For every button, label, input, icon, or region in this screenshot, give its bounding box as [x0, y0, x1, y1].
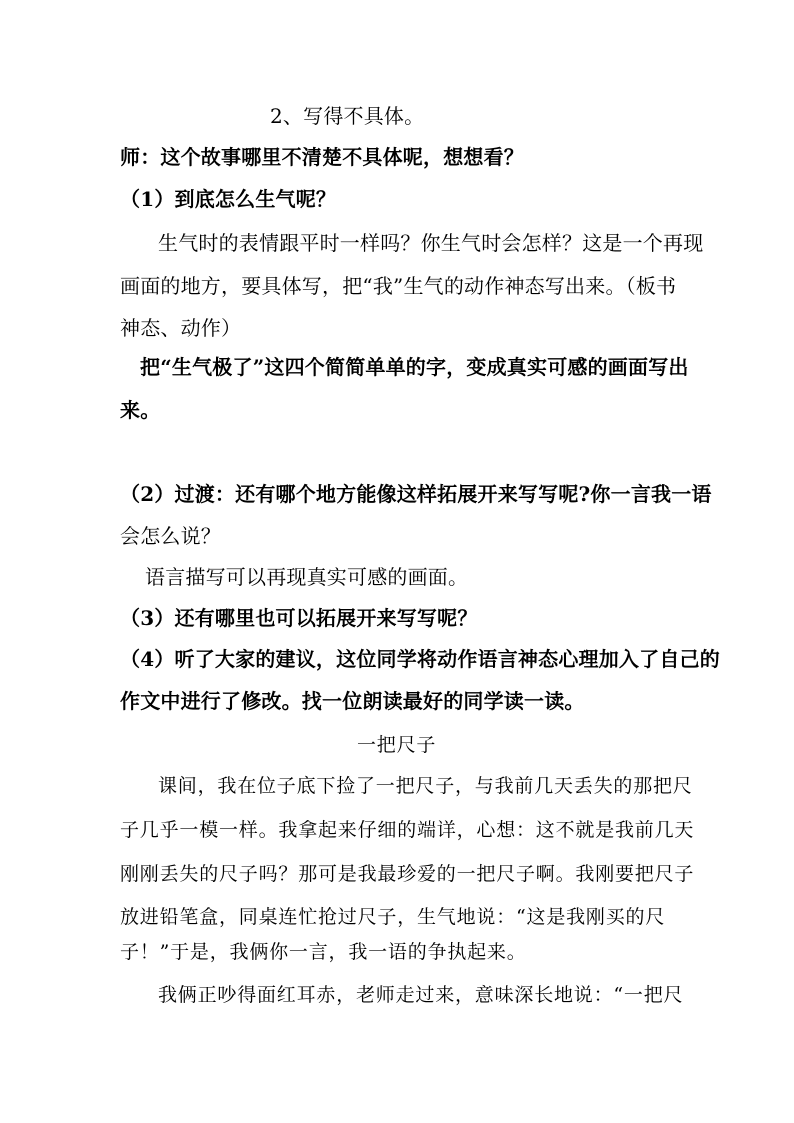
story-line: 课间，我在位子底下捡了一把尺子，与我前几天丢失的那把尺: [158, 775, 693, 797]
point-4-continuation: 作文中进行了修改。找一位朗读最好的同学读一读。: [120, 689, 585, 713]
bold-paragraph-line: 把“生气极了”这四个简简单单的字，变成真实可感的画面写出: [140, 355, 689, 379]
point-3-heading: （3）还有哪里也可以拓展开来写写呢？: [120, 606, 478, 630]
point-4-heading: （4）听了大家的建议，这位同学将动作语言神态心理加入了自己的: [120, 647, 720, 671]
bold-paragraph-line: 来。: [120, 398, 161, 422]
paragraph-line: 生气时的表情跟平时一样吗？你生气时会怎样？这是一个再现: [158, 231, 704, 255]
teacher-question: 师：这个故事哪里不清楚不具体呢，想想看？: [120, 145, 524, 169]
story-title: 一把尺子: [357, 734, 437, 756]
story-line: 刚刚丢失的尺子吗？那可是我最珍爱的一把尺子啊。我刚要把尺子: [120, 863, 695, 885]
paragraph-line: 神态、动作）: [120, 316, 242, 340]
story-line: 子！”于是，我俩你一言，我一语的争执起来。: [120, 941, 527, 963]
point-1-heading: （1）到底怎么生气呢？: [120, 187, 337, 211]
paragraph-line: 画面的地方，要具体写，把“我”生气的动作神态写出来。（板书: [120, 274, 677, 298]
section-heading: 2、写得不具体。: [270, 104, 425, 128]
story-line: 子几乎一模一样。我拿起来仔细的端详，心想：这不就是我前几天: [120, 819, 695, 841]
story-line: 我俩正吵得面红耳赤，老师走过来，意味深长地说：“一把尺: [158, 984, 684, 1006]
point-2-heading: （2）过渡：还有哪个地方能像这样拓展开来写写呢?你一言我一语: [120, 482, 712, 506]
paragraph-line: 语言描写可以再现真实可感的画面。: [145, 565, 469, 589]
story-line: 放进铅笔盒，同桌连忙抢过尺子，生气地说：“这是我刚买的尺: [120, 906, 666, 928]
paragraph-line: 会怎么说？: [120, 524, 221, 548]
